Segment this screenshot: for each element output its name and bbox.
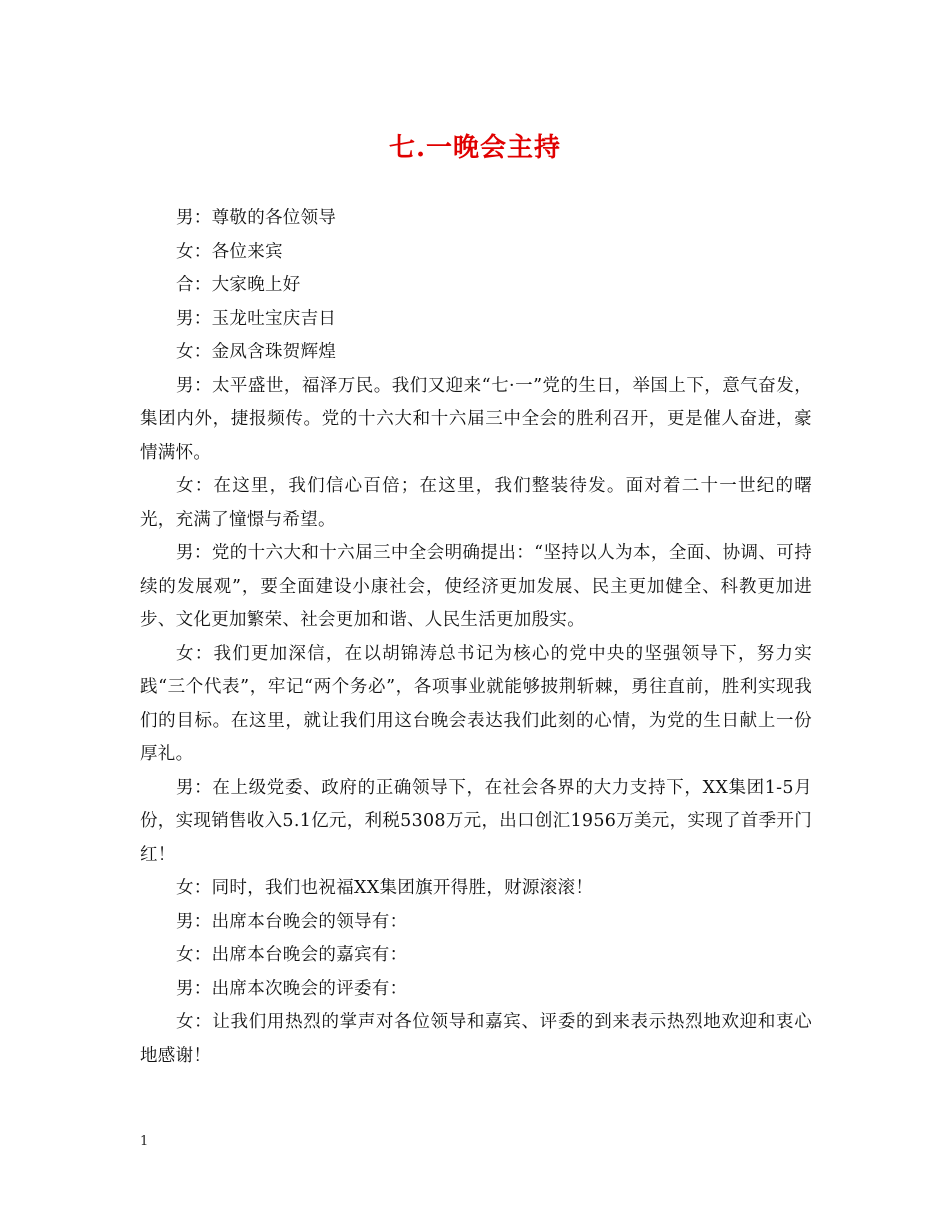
paragraph: 女：同时，我们也祝福XX集团旗开得胜，财源滚滚！ (176, 878, 594, 898)
paragraph: 合：大家晚上好 (176, 275, 301, 295)
paragraph: 女：让我们用热烈的掌声对各位领导和嘉宾、评委的到来表示热烈地欢迎和衷心地感谢！ (140, 1012, 812, 1066)
paragraph: 女：各位来宾 (176, 241, 283, 262)
page-number: 1 (140, 1134, 149, 1149)
paragraph: 男：玉龙吐宝庆吉日 (176, 308, 337, 329)
paragraph: 男：出席本次晚会的评委有： (176, 978, 408, 999)
paragraph: 男：党的十六大和十六届三中全会明确提出：“坚持以人为本，全面、协调、可持续的发展观”，要全面建设小康社会，使经济更加发展、民主更加健全、科教更加进步、文化更加繁荣、社会更加和谐、人民生活更加殷实。 (140, 543, 812, 630)
paragraph: 女：在这里，我们信心百倍；在这里，我们整装待发。面对着二十一世纪的曙光，充满了憧憬与希望。 (140, 476, 812, 530)
paragraph: 男：尊敬的各位领导 (176, 208, 337, 228)
paragraph: 男：出席本台晚会的领导有： (176, 911, 408, 932)
paragraph: 男：太平盛世，福泽万民。我们又迎来“七·一”党的生日，举国上下，意气奋发，集团内外，捷报频传。党的十六大和十六届三中全会的胜利召开，更是催人奋进，豪情满怀。 (140, 375, 812, 463)
paragraph: 女：出席本台晚会的嘉宾有： (176, 945, 408, 965)
paragraph: 男：在上级党委、政府的正确领导下，在社会各界的大力支持下，XX集团1-5月份，实现销售收入5.1亿元，利税5308万元，出口创汇1956万美元，实现了首季开门红！ (140, 777, 813, 865)
paragraph: 女：金凤含珠贺辉煌 (176, 342, 337, 362)
paragraph: 女：我们更加深信，在以胡锦涛总书记为核心的党中央的坚强领导下，努力实践“三个代表”，牢记“两个务必”，各项事业就能够披荆斩棘，勇往直前，胜利实现我们的目标。在这里，就让我们用这台晚会表达我们此刻的心情，为党的生日献上一份厚礼。 (140, 643, 812, 764)
document-title: 七.一晚会主持 (388, 133, 562, 163)
document-body (140, 202, 812, 1073)
